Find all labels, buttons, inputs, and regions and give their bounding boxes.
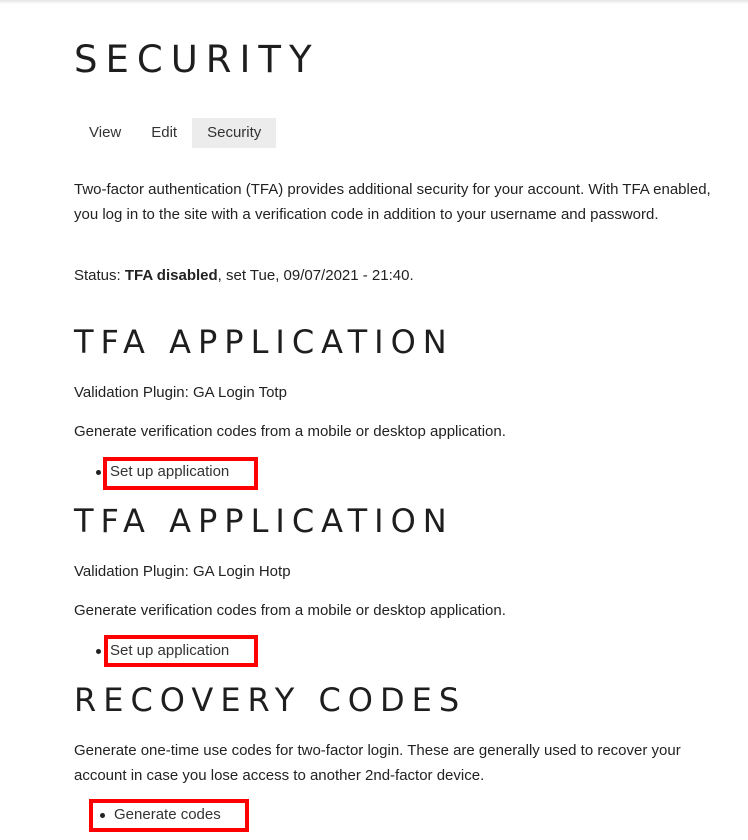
set-up-application-link-totp[interactable]: Set up application bbox=[110, 463, 230, 480]
section-description-recovery: Generate one-time use codes for two-factor login. These are generally used to recover your account in case you lose access to another 2nd-factor device. bbox=[74, 742, 681, 784]
highlight-box bbox=[89, 799, 249, 832]
local-tabs bbox=[74, 118, 276, 148]
highlight-box bbox=[103, 457, 258, 490]
tfa-intro-text: Two-factor authentication (TFA) provides additional security for your account. With TFA enabled, you log in to the site with a verification code in addition to your username and password. bbox=[74, 181, 711, 223]
bullet-icon bbox=[96, 470, 101, 475]
highlight-box bbox=[104, 635, 258, 667]
set-up-application-link-hotp[interactable]: Set up application bbox=[110, 642, 230, 659]
tab-view[interactable]: View bbox=[89, 124, 122, 141]
status-value: TFA disabled bbox=[124, 267, 218, 284]
tfa-status bbox=[74, 264, 414, 289]
page-title: SECURITY bbox=[74, 38, 320, 81]
section-description-hotp: Generate verification codes from a mobile or desktop application. bbox=[74, 602, 506, 619]
validation-plugin-totp: Validation Plugin: GA Login Totp bbox=[74, 384, 287, 401]
status-suffix: , set Tue, 09/07/2021 - 21:40. bbox=[217, 267, 414, 284]
top-shadow bbox=[0, 0, 748, 4]
bullet-icon bbox=[96, 649, 101, 654]
section-title-tfa-application-hotp: TFA APPLICATION bbox=[74, 502, 454, 540]
section-description-totp: Generate verification codes from a mobile or desktop application. bbox=[74, 423, 506, 440]
section-title-recovery-codes: RECOVERY CODES bbox=[74, 681, 467, 719]
generate-codes-link[interactable]: Generate codes bbox=[114, 806, 221, 823]
tab-edit[interactable]: Edit bbox=[151, 124, 178, 141]
status-prefix: Status: bbox=[74, 267, 125, 284]
validation-plugin-hotp: Validation Plugin: GA Login Hotp bbox=[74, 563, 291, 580]
tab-security[interactable]: Security bbox=[192, 118, 276, 148]
section-title-tfa-application-totp: TFA APPLICATION bbox=[74, 323, 454, 361]
